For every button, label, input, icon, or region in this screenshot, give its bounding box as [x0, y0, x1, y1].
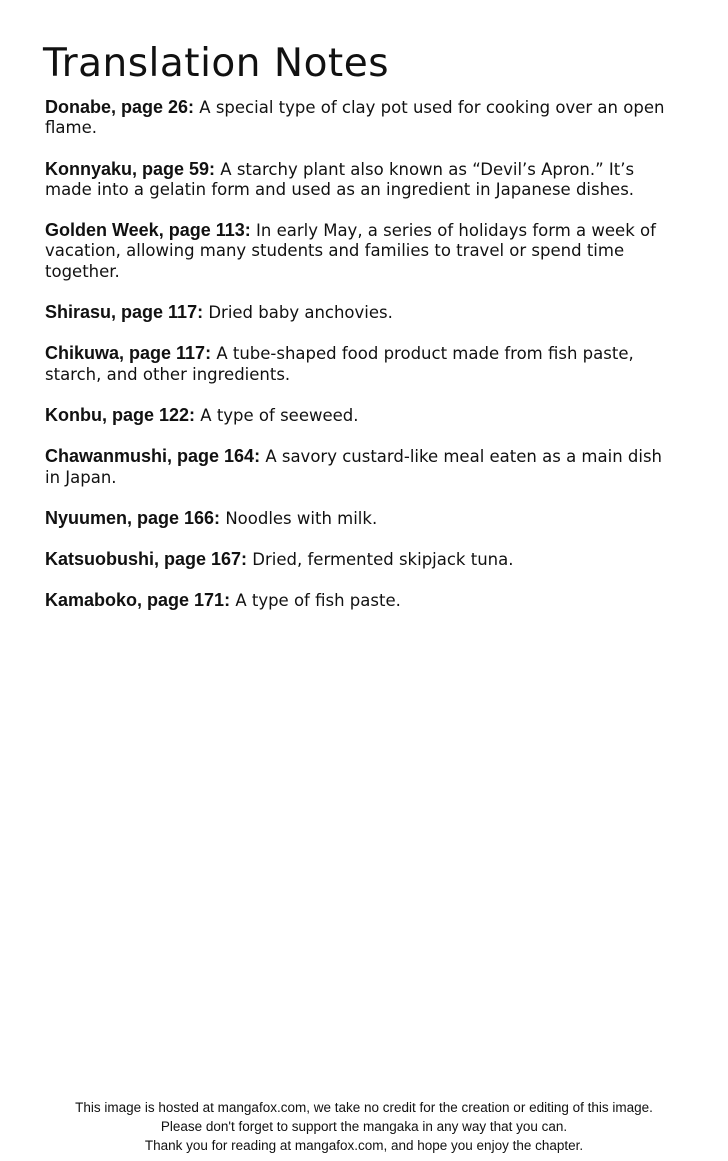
note-term: Chawanmushi, page 164: [45, 446, 261, 467]
note-term: Kamaboko, page 171: [45, 590, 231, 611]
footer-line-support: Please don't forget to support the mangaka in any way that you can. [160, 1119, 568, 1134]
note-definition: A special type of clay pot used for cooking over an open flame. [45, 98, 665, 138]
note-katsuobushi [45, 549, 675, 570]
note-definition: A savory custard-like meal eaten as a main dish in Japan. [45, 447, 663, 487]
note-definition: A tube-shaped food product made from fish paste, starch, and other ingredients. [45, 344, 634, 384]
note-definition: Noodles with milk. [225, 508, 378, 528]
note-definition: In early May, a series of holidays form a week of vacation, allowing many students and families to travel or spend time together. [45, 221, 656, 281]
translation-notes-list [45, 97, 675, 632]
note-definition: Dried, fermented skipjack tuna. [252, 550, 514, 570]
note-konnyaku [45, 159, 675, 201]
note-chikuwa [45, 343, 675, 385]
note-term: Nyuumen, page 166: [45, 507, 221, 528]
note-donabe [45, 97, 675, 139]
note-term: Chikuwa, page 117: [45, 343, 212, 364]
page-title: Translation Notes [43, 41, 390, 86]
note-konbu [45, 405, 675, 426]
note-term: Konnyaku, page 59: [45, 158, 216, 179]
note-definition: A type of seeweed. [200, 405, 359, 425]
hosting-footer [0, 1098, 728, 1155]
note-chawanmushi [45, 446, 675, 488]
note-term: Golden Week, page 113: [45, 220, 251, 241]
note-definition: Dried baby anchovies. [208, 303, 393, 323]
footer-line-credit: This image is hosted at mangafox.com, we take no credit for the creation or editing of this image. [75, 1100, 653, 1115]
note-term: Konbu, page 122: [45, 404, 196, 425]
note-term: Shirasu, page 117: [45, 302, 204, 323]
note-term: Katsuobushi, page 167: [45, 549, 248, 570]
note-nyuumen [45, 508, 675, 529]
note-definition: A starchy plant also known as “Devil’s Apron.” It’s made into a gelatin form and used as an ingredient in Japanese dishes. [45, 159, 635, 199]
note-kamaboko [45, 590, 675, 611]
note-shirasu [45, 302, 675, 323]
note-golden-week [45, 220, 675, 282]
note-definition: A type of fish paste. [235, 591, 401, 611]
note-term: Donabe, page 26: [45, 97, 195, 117]
footer-line-thanks: Thank you for reading at mangafox.com, and hope you enjoy the chapter. [144, 1138, 584, 1153]
